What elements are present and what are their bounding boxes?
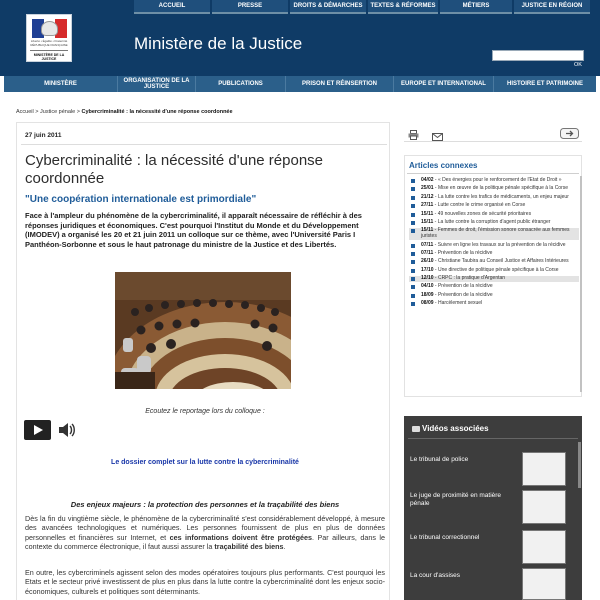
article-lead: Face à l'ampleur du phénomène de la cybercriminalité, il apparaît nécessaire de réfléchir à des réponses juridiques et économiques. C'est pourquoi l'Institut du Monde et du Développement (IMODEV) a organisé les 20 et 21 juin 2011 un colloque sur ce thème, avec l'Université Paris I Panthéon-Sorbonne et sous le haut patronage du ministre de la Justice et des Libertés. xyxy=(25,211,362,249)
videos-title-text: Vidéos associées xyxy=(422,424,489,433)
video-label: Le tribunal de police xyxy=(410,456,469,463)
article-paragraph: En outre, les cybercriminels agissent selon des modes opératoires toujours plus performants. C'est pourquoi les Etats et le secteur privé investissent de plus en plus dans la lutte contre la cybercriminalité dont les enjeux socio-économiques, culturels et politiques sont déterminants. xyxy=(25,568,385,596)
logo-motto: Liberté • Égalité • Fraternité RÉPUBLIQUE FRANÇAISE xyxy=(30,39,68,47)
site-title: Ministère de la Justice xyxy=(134,34,303,53)
breadcrumb-section[interactable]: Justice pénale xyxy=(40,109,76,115)
videos-scrollbar[interactable] xyxy=(578,442,581,488)
related-item-text: - Lutte contre le crime organisé en Corse xyxy=(433,202,526,209)
search-ok-button[interactable]: OK xyxy=(574,62,582,68)
main-nav-publications[interactable]: PUBLICATIONS xyxy=(196,76,286,92)
related-item[interactable] xyxy=(409,276,579,282)
video-thumbnail[interactable] xyxy=(522,530,566,564)
ministry-logo[interactable] xyxy=(26,14,72,62)
videos-title xyxy=(410,424,489,433)
breadcrumb xyxy=(16,109,233,115)
main-nav-ministere[interactable]: MINISTÈRE xyxy=(4,76,118,92)
related-item[interactable] xyxy=(409,228,579,240)
related-item-text: - Femmes de droit, l'émission sonore consacrée aux femmes juristes xyxy=(421,227,570,240)
article xyxy=(16,122,390,600)
article-date: 27 juin 2011 xyxy=(25,132,62,139)
dossier-link[interactable]: Le dossier complet sur la lutte contre la cybercriminalité xyxy=(111,459,299,466)
related-item[interactable] xyxy=(409,243,579,249)
volume-icon[interactable] xyxy=(58,422,76,438)
related-item[interactable] xyxy=(409,293,579,299)
related-item[interactable] xyxy=(409,178,579,184)
related-item-text: - 49 nouvelles zones de sécurité prioritaires xyxy=(433,210,532,217)
related-videos xyxy=(404,416,582,600)
section-heading: Des enjeux majeurs : la protection des personnes et la traçabilité des biens xyxy=(70,500,340,509)
main-nav-prison[interactable]: PRISON ET RÉINSERTION xyxy=(286,76,394,92)
main-nav-organisation[interactable]: ORGANISATION DE LA JUSTICE xyxy=(118,76,196,92)
logo-org-name: MINISTÈRE DE LA JUSTICE xyxy=(33,53,65,61)
top-nav xyxy=(134,0,592,14)
related-item-date: 07/11 xyxy=(421,249,434,256)
top-nav-justice-region[interactable]: JUSTICE EN RÉGION xyxy=(514,0,590,14)
related-item-text: - Prévention de la récidive xyxy=(433,249,493,256)
article-toolbar xyxy=(404,122,582,142)
related-item-text: - Suivre en ligne les travaux sur la prévention de la récidive xyxy=(433,241,566,248)
audio-play-button[interactable] xyxy=(24,420,51,440)
related-item[interactable] xyxy=(409,195,579,201)
video-thumbnail[interactable] xyxy=(522,490,566,524)
video-label: Le tribunal correctionnel xyxy=(410,534,480,541)
search-input[interactable] xyxy=(492,50,584,61)
related-item-text: - Prévention de la récidive xyxy=(433,291,493,298)
related-item-date: 04/02 xyxy=(421,177,434,183)
related-item[interactable] xyxy=(409,284,579,290)
related-item-date: 17/10 xyxy=(421,266,434,273)
text-run: . xyxy=(283,542,286,552)
related-item[interactable] xyxy=(409,259,579,265)
related-item[interactable] xyxy=(409,212,579,218)
article-paragraph xyxy=(25,514,385,552)
related-item-date: 04/10 xyxy=(421,283,434,290)
text-run-bold: ces informations doivent être protégées xyxy=(169,532,313,542)
video-label: La cour d'assises xyxy=(410,572,461,579)
text-run: Dès la fin du vingtième siècle, le phénomène de la cybercriminalité s'est considérablement développé, à mesure des avancées technologiques et numériques. Les personnes fournissent de plus en plus de données personnelles et financières sur Internet, et xyxy=(25,514,385,542)
video-thumbnail[interactable] xyxy=(522,568,566,600)
related-item-date: 12/10 xyxy=(421,275,434,282)
page-title: Cybercriminalité : la nécessité d'une réponse coordonnée xyxy=(25,152,324,187)
video-thumbnail[interactable] xyxy=(522,452,566,486)
breadcrumb-home[interactable]: Accueil xyxy=(16,109,34,115)
related-item-date: 15/11 xyxy=(421,210,434,217)
video-label: Le juge de proximité en matière pénale xyxy=(410,492,502,507)
top-nav-textes[interactable]: TEXTES & RÉFORMES xyxy=(368,0,438,14)
text-run-bold: traçabilité des biens xyxy=(214,542,284,552)
divider xyxy=(408,438,578,439)
related-item[interactable] xyxy=(409,301,579,307)
breadcrumb-current: Cybercriminalité : la nécessité d'une réponse coordonnée xyxy=(81,109,233,115)
related-title: Articles connexes xyxy=(409,161,478,170)
text-run: . Par ailleurs, dans le contexte du commerce électronique, il faut aussi assurer la xyxy=(25,532,385,552)
related-item-text: - « Des énergies pour le renforcement de l'Etat de Droit » xyxy=(433,177,562,183)
related-item-date: 08/09 xyxy=(421,300,434,307)
related-item-date: 25/01 xyxy=(421,185,434,192)
logo-divider xyxy=(30,50,68,51)
related-item-text: - Mise en œuvre de la politique pénale spécifique à la Corse xyxy=(433,185,569,192)
top-nav-accueil[interactable]: ACCUEIL xyxy=(134,0,210,14)
related-item-text: - Harcèlement sexuel xyxy=(433,300,483,307)
main-nav-histoire[interactable]: HISTOIRE ET PATRIMOINE xyxy=(506,80,583,87)
divider xyxy=(21,144,387,145)
related-item-text: - La lutte contre les trafics de médicaments, un enjeu majeur xyxy=(433,193,569,200)
related-item-text: - La lutte contre la corruption d'agent public étranger xyxy=(433,218,551,225)
related-articles xyxy=(404,155,582,397)
article-subtitle: "Une coopération internationale est primordiale" xyxy=(25,194,257,205)
related-item-date: 07/11 xyxy=(421,241,434,248)
related-item[interactable] xyxy=(409,186,579,192)
related-list xyxy=(409,178,579,310)
top-nav-presse[interactable]: PRESSE xyxy=(212,0,288,14)
colloquium-photo xyxy=(115,272,291,389)
print-icon[interactable] xyxy=(408,127,419,137)
related-item[interactable] xyxy=(409,251,579,257)
related-item[interactable] xyxy=(409,203,579,209)
mail-icon[interactable] xyxy=(432,128,443,136)
top-nav-droits[interactable]: DROITS & DÉMARCHES xyxy=(290,0,366,14)
related-item-date: 15/11 xyxy=(421,218,434,225)
top-nav-metiers[interactable]: MÉTIERS xyxy=(440,0,512,14)
related-item[interactable] xyxy=(409,268,579,274)
related-item-date: 26/10 xyxy=(421,258,434,265)
divider xyxy=(407,173,579,174)
related-scrollbar[interactable] xyxy=(580,176,582,392)
related-item-date: 21/12 xyxy=(421,193,434,200)
audio-caption: Ecoutez le reportage lors du colloque : xyxy=(145,408,265,415)
share-icon[interactable] xyxy=(560,126,579,137)
related-item-date: 15/11 xyxy=(421,227,434,234)
main-nav xyxy=(4,76,596,92)
related-item-date: 18/09 xyxy=(421,291,434,298)
site-header xyxy=(0,0,600,76)
main-nav-europe[interactable]: EUROPE ET INTERNATIONAL xyxy=(394,76,494,92)
related-item-text: - Prévention de la récidive xyxy=(433,283,493,290)
related-item-date: 27/11 xyxy=(421,202,434,209)
related-item-text: - Une directive de politique pénale spécifique à la Corse xyxy=(433,266,559,273)
breadcrumb-separator: > xyxy=(76,109,80,115)
breadcrumb-separator: > xyxy=(35,109,39,115)
related-item-text: - CRPC : la pratique d'Argentan xyxy=(433,275,506,282)
marianne-icon xyxy=(41,21,58,36)
related-item-text: - Christiane Taubira au Conseil Justice et Affaires Intérieures xyxy=(433,258,569,265)
related-item[interactable] xyxy=(409,220,579,226)
